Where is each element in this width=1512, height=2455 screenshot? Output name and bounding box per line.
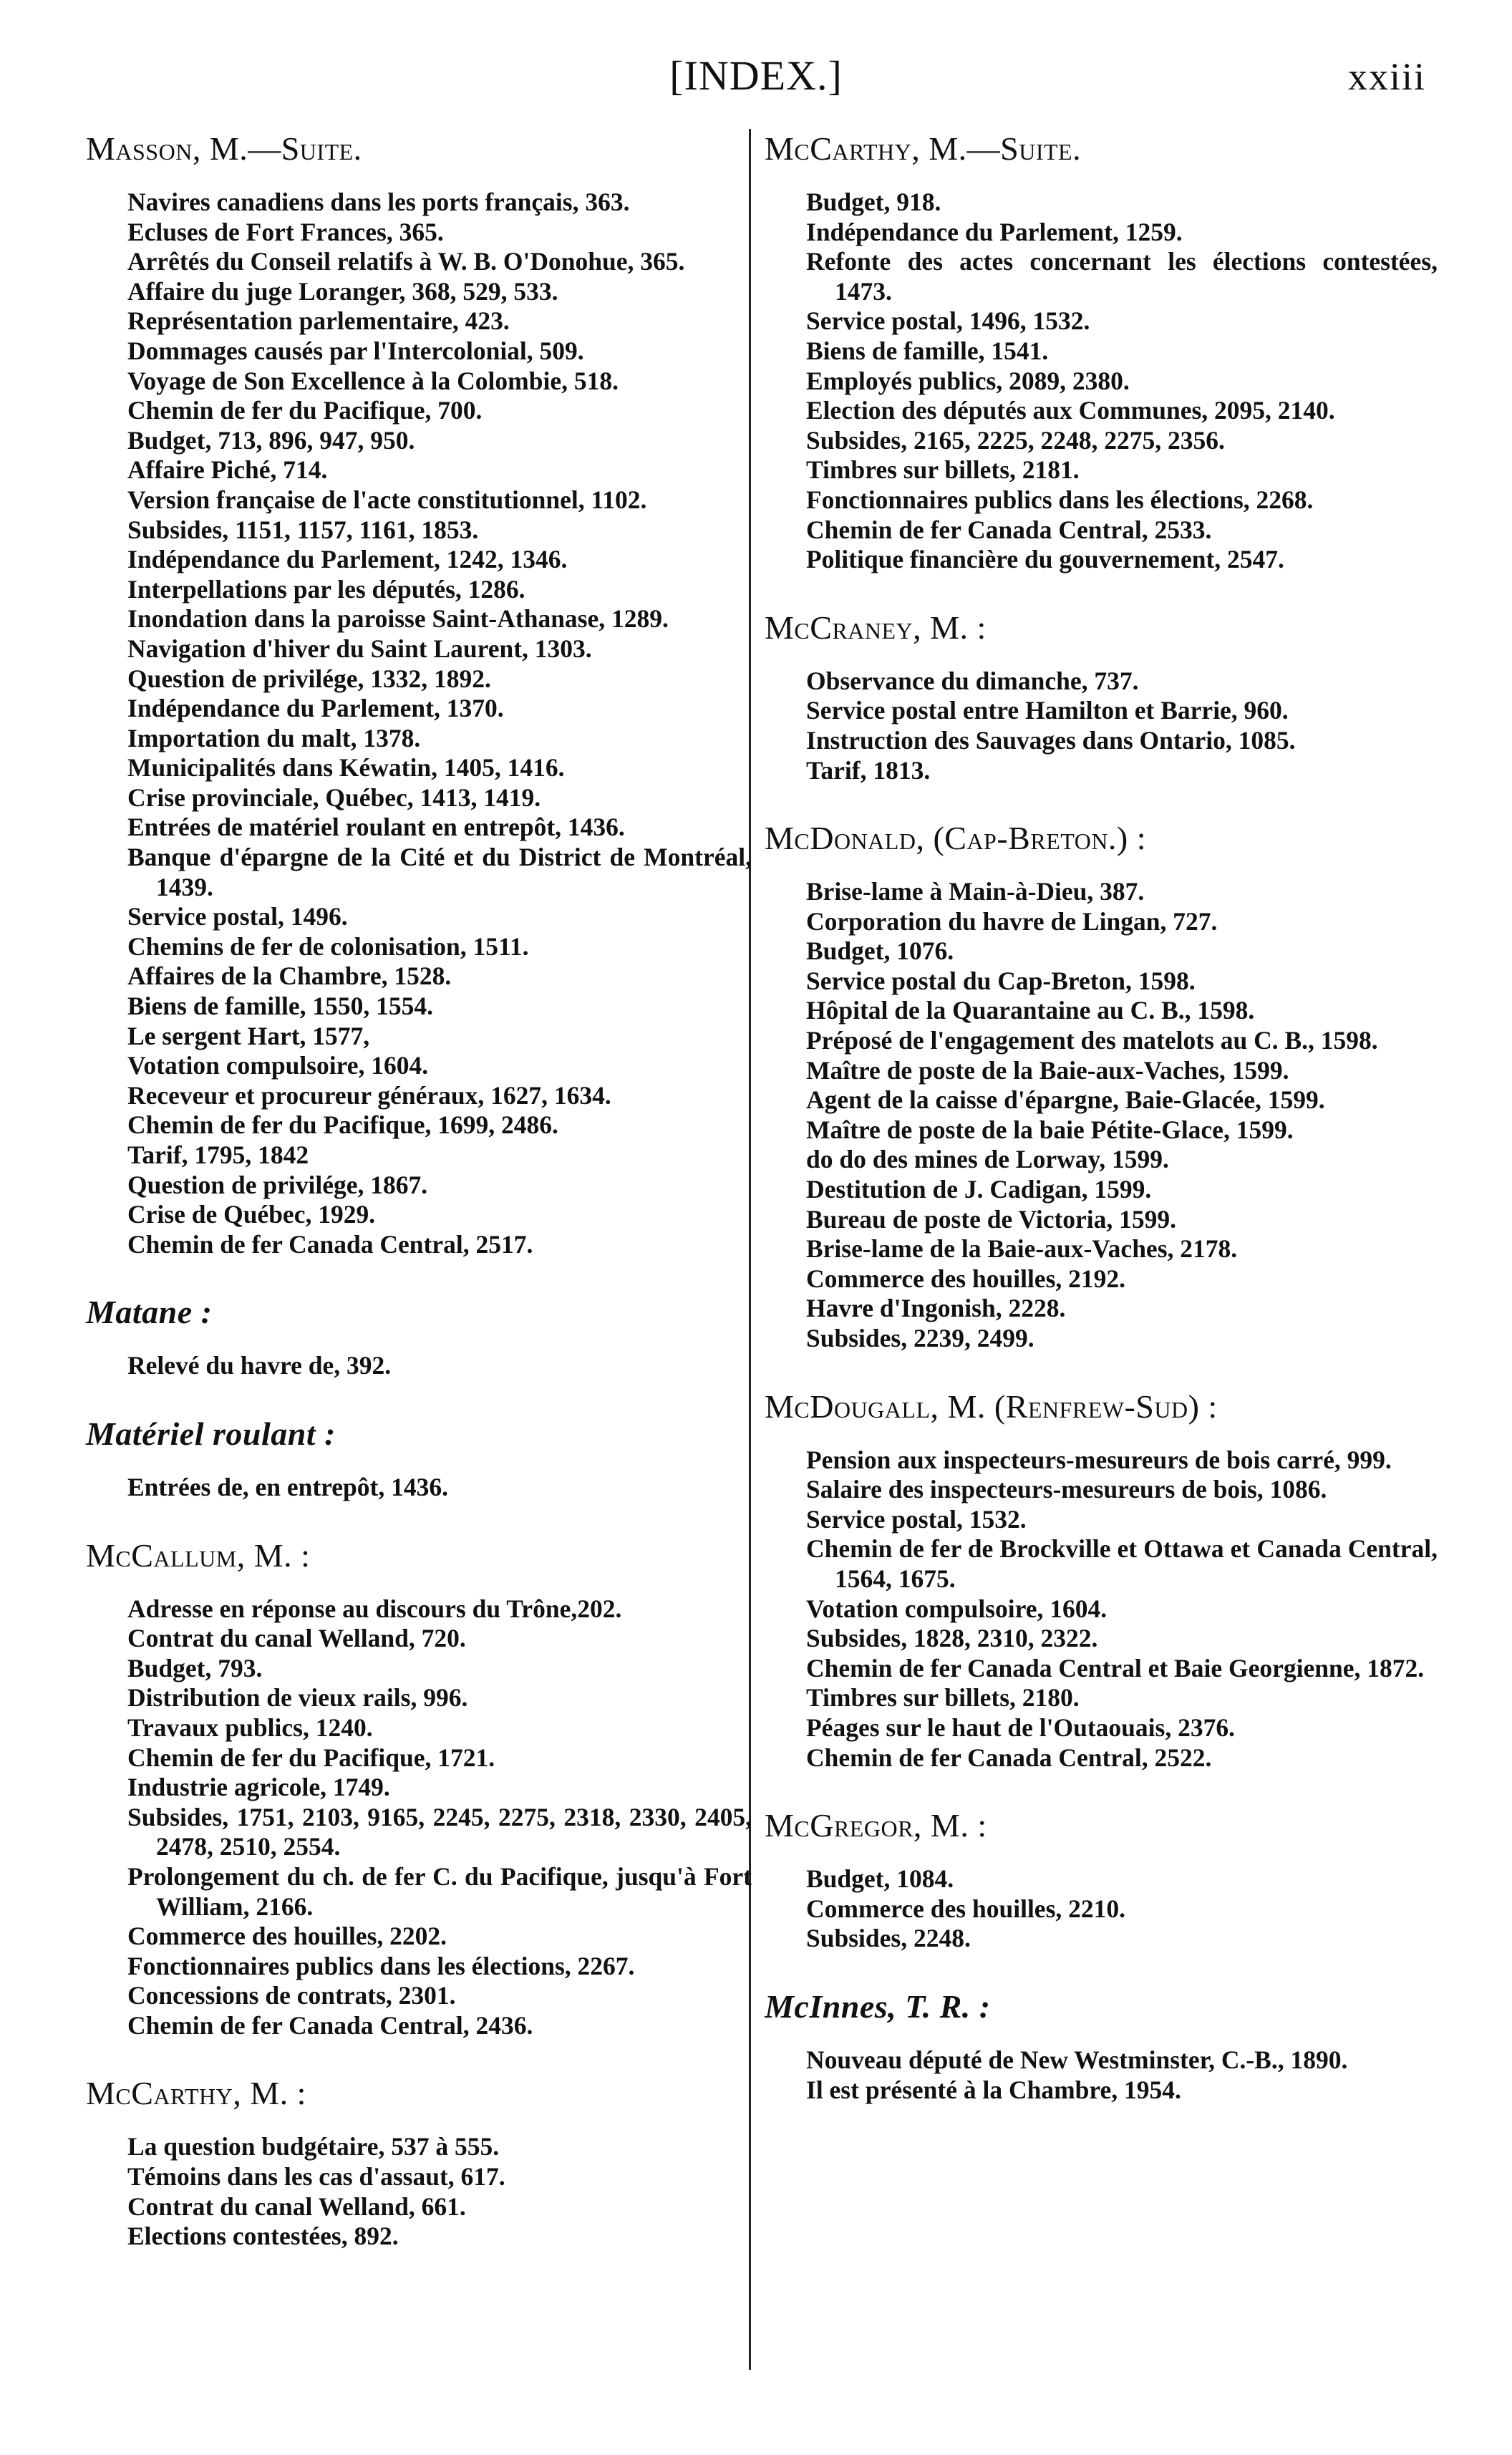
index-entry: do do des mines de Lorway, 1599. bbox=[806, 1145, 1169, 1174]
left-column bbox=[86, 129, 752, 2285]
section-heading: McCraney, M. : bbox=[765, 609, 987, 646]
index-entry: Chemin de fer du Pacifique, 1721. bbox=[127, 1743, 495, 1772]
index-entry: Affaire du juge Loranger, 368, 529, 533. bbox=[127, 276, 558, 306]
index-entry: Témoins dans les cas d'assaut, 617. bbox=[127, 2162, 505, 2192]
index-entry: Bureau de poste de Victoria, 1599. bbox=[806, 1204, 1177, 1234]
index-entry: Budget, 713, 896, 947, 950. bbox=[127, 425, 415, 455]
index-entry: Nouveau député de New Westminster, C.-B., 1890. bbox=[806, 2045, 1348, 2074]
index-entry: Chemin de fer Canada Central, 2436. bbox=[127, 2010, 533, 2040]
entry-list bbox=[127, 2132, 752, 2251]
entry-list bbox=[127, 1351, 752, 1381]
page-number: xxiii bbox=[1347, 55, 1426, 98]
index-entry: Commerce des houilles, 2192. bbox=[806, 1264, 1126, 1293]
index-section bbox=[765, 129, 1438, 575]
index-entry: Subsides, 2239, 2499. bbox=[806, 1324, 1034, 1352]
index-entry: Hôpital de la Quarantaine au C. B., 1598. bbox=[806, 996, 1255, 1025]
section-heading: McCarthy, M.—Suite. bbox=[765, 130, 1082, 167]
index-section bbox=[765, 608, 1438, 785]
section-heading: McDonald, (Cap-Breton.) : bbox=[765, 820, 1147, 857]
index-entry: Destitution de J. Cadigan, 1599. bbox=[806, 1175, 1152, 1204]
index-entry: Crise provinciale, Québec, 1413, 1419. bbox=[127, 783, 541, 812]
index-section bbox=[765, 818, 1438, 1354]
entry-list bbox=[806, 188, 1438, 575]
index-entry: Service postal, 1496, 1532. bbox=[806, 306, 1090, 336]
index-entry: Prolongement du ch. de fer C. du Pacifique, jusqu'à Fort William, 2166. bbox=[127, 1861, 752, 1921]
index-entry: Dommages causés par l'Intercolonial, 509. bbox=[127, 336, 584, 365]
index-entry: Travaux publics, 1240. bbox=[127, 1713, 373, 1742]
entry-list bbox=[127, 188, 752, 1259]
index-entry: Elections contestées, 892. bbox=[127, 2222, 399, 2251]
index-entry: Entrées de matériel roulant en entrepôt, 1436. bbox=[127, 813, 625, 842]
entry-list bbox=[127, 1594, 752, 2041]
index-entry: Chemin de fer Canada Central, 2533. bbox=[806, 515, 1212, 544]
index-section bbox=[765, 1387, 1438, 1773]
index-entry: Subsides, 2248. bbox=[806, 1924, 971, 1953]
index-entry: Employés publics, 2089, 2380. bbox=[806, 366, 1130, 395]
index-entry: Agent de la caisse d'épargne, Baie-Glacée, 1599. bbox=[806, 1085, 1325, 1115]
index-entry: Commerce des houilles, 2202. bbox=[127, 1922, 447, 1951]
index-section bbox=[86, 1536, 752, 2041]
index-entry: Budget, 793. bbox=[127, 1653, 263, 1682]
index-entry: Indépendance du Parlement, 1370. bbox=[127, 694, 504, 723]
index-entry: Brise-lame à Main-à-Dieu, 387. bbox=[806, 877, 1145, 906]
section-heading: Masson, M.—Suite. bbox=[86, 130, 362, 167]
index-entry: Tarif, 1795, 1842 bbox=[127, 1141, 309, 1169]
index-entry: Instruction des Sauvages dans Ontario, 1085. bbox=[806, 725, 1296, 755]
index-entry: Question de privilége, 1867. bbox=[127, 1170, 428, 1199]
index-entry: La question budgétaire, 537 à 555. bbox=[127, 2132, 500, 2161]
index-entry: Entrées de, en entrepôt, 1436. bbox=[127, 1472, 448, 1501]
index-entry: Service postal, 1496. bbox=[127, 902, 348, 931]
entry-list bbox=[806, 667, 1438, 785]
index-entry: Indépendance du Parlement, 1242, 1346. bbox=[127, 545, 568, 574]
index-entry: Chemin de fer Canada Central et Baie Georgienne, 1872. bbox=[806, 1653, 1425, 1682]
index-entry: Concessions de contrats, 2301. bbox=[127, 1981, 456, 2010]
index-entry: Ecluses de Fort Frances, 365. bbox=[127, 217, 444, 246]
index-entry: Question de privilége, 1332, 1892. bbox=[127, 664, 491, 693]
index-entry: Version française de l'acte constitutionnel, 1102. bbox=[127, 485, 647, 514]
index-section bbox=[765, 1987, 1438, 2105]
index-entry: Navires canadiens dans les ports français, 363. bbox=[127, 188, 630, 216]
index-entry: Subsides, 1151, 1157, 1161, 1853. bbox=[127, 515, 479, 544]
index-entry: Salaire des inspecteurs-mesureurs de bois, 1086. bbox=[806, 1475, 1327, 1504]
index-section bbox=[86, 1414, 752, 1503]
section-heading: Matane : bbox=[86, 1294, 213, 1331]
index-entry: Banque d'épargne de la Cité et du District de Montréal, 1439. bbox=[127, 843, 752, 901]
index-entry: Crise de Québec, 1929. bbox=[127, 1200, 376, 1229]
section-heading: McCallum, M. : bbox=[86, 1536, 311, 1574]
index-entry: Service postal, 1532. bbox=[806, 1504, 1027, 1534]
index-entry: Importation du malt, 1378. bbox=[127, 723, 421, 752]
index-entry: Fonctionnaires publics dans les élections, 2268. bbox=[806, 485, 1314, 514]
index-entry: Budget, 1084. bbox=[806, 1864, 954, 1894]
index-entry: Relevé du havre de, 392. bbox=[127, 1351, 392, 1380]
index-entry: Indépendance du Parlement, 1259. bbox=[806, 217, 1183, 246]
index-entry: Service postal entre Hamilton et Barrie, 960. bbox=[806, 696, 1289, 725]
index-entry: Politique financière du gouvernement, 2547. bbox=[806, 545, 1284, 574]
index-entry: Maître de poste de la Baie-aux-Vaches, 1599. bbox=[806, 1055, 1289, 1085]
index-entry: Budget, 918. bbox=[806, 188, 941, 216]
index-entry: Votation compulsoire, 1604. bbox=[127, 1051, 429, 1080]
index-entry: Observance du dimanche, 737. bbox=[806, 666, 1139, 695]
right-column bbox=[765, 129, 1438, 2138]
page-header bbox=[0, 44, 1512, 109]
index-title: [INDEX.] bbox=[669, 52, 843, 99]
index-section bbox=[86, 129, 752, 1259]
index-section bbox=[765, 1806, 1438, 1954]
index-section bbox=[86, 1292, 752, 1381]
entry-list bbox=[806, 877, 1438, 1354]
entry-list bbox=[127, 1473, 752, 1503]
index-entry: Fonctionnaires publics dans les élections, 2267. bbox=[127, 1951, 635, 1980]
index-entry: Tarif, 1813. bbox=[806, 755, 931, 785]
index-entry: Affaire Piché, 714. bbox=[127, 455, 328, 485]
index-entry: Brise-lame de la Baie-aux-Vaches, 2178. bbox=[806, 1234, 1238, 1264]
index-entry: Commerce des houilles, 2210. bbox=[806, 1894, 1126, 1923]
index-entry: Maître de poste de la baie Pétite-Glace, 1599. bbox=[806, 1115, 1294, 1144]
index-entry: Interpellations par les députés, 1286. bbox=[127, 574, 525, 604]
entry-list bbox=[806, 2045, 1438, 2105]
index-entry: Il est présenté à la Chambre, 1954. bbox=[806, 2075, 1181, 2104]
index-entry: Distribution de vieux rails, 996. bbox=[127, 1683, 468, 1713]
index-entry: Havre d'Ingonish, 2228. bbox=[806, 1294, 1066, 1323]
index-entry: Chemin de fer du Pacifique, 700. bbox=[127, 396, 483, 425]
section-heading: McCarthy, M. : bbox=[86, 2075, 306, 2112]
index-entry: Industrie agricole, 1749. bbox=[127, 1773, 390, 1802]
index-entry: Biens de famille, 1550, 1554. bbox=[127, 992, 433, 1021]
section-heading: Matériel roulant : bbox=[86, 1415, 336, 1452]
index-entry: Adresse en réponse au discours du Trône,202. bbox=[127, 1594, 622, 1623]
index-entry: Biens de famille, 1541. bbox=[806, 336, 1049, 365]
entry-list bbox=[806, 1446, 1438, 1773]
index-entry: Subsides, 1828, 2310, 2322. bbox=[806, 1624, 1098, 1653]
index-entry: Représentation parlementaire, 423. bbox=[127, 306, 510, 336]
index-entry: Arrêtés du Conseil relatifs à W. B. O'Donohue, 365. bbox=[127, 247, 685, 276]
index-entry: Timbres sur billets, 2180. bbox=[806, 1683, 1080, 1713]
index-entry: Chemin de fer Canada Central, 2522. bbox=[806, 1743, 1212, 1772]
index-entry: Navigation d'hiver du Saint Laurent, 1303. bbox=[127, 634, 592, 663]
index-entry: Election des députés aux Communes, 2095, 2140. bbox=[806, 396, 1335, 425]
index-entry: Inondation dans la paroisse Saint-Athanase, 1289. bbox=[127, 604, 669, 634]
index-entry: Contrat du canal Welland, 720. bbox=[127, 1624, 466, 1653]
index-entry: Chemin de fer du Pacifique, 1699, 2486. bbox=[127, 1110, 558, 1140]
index-section bbox=[86, 2073, 752, 2251]
index-entry: Affaires de la Chambre, 1528. bbox=[127, 962, 452, 991]
index-entry: Préposé de l'engagement des matelots au C. B., 1598. bbox=[806, 1026, 1378, 1055]
index-entry: Pension aux inspecteurs-mesureurs de bois carré, 999. bbox=[806, 1445, 1392, 1474]
index-entry: Subsides, 1751, 2103, 9165, 2245, 2275, 2318, 2330, 2405, 2478, 2510, 2554. bbox=[127, 1802, 752, 1861]
index-entry: Chemin de fer de Brockville et Ottawa et Canada Central, 1564, 1675. bbox=[806, 1534, 1438, 1593]
index-entry: Receveur et procureur généraux, 1627, 1634. bbox=[127, 1080, 611, 1110]
index-entry: Chemins de fer de colonisation, 1511. bbox=[127, 931, 529, 961]
section-heading: McInnes, T. R. : bbox=[765, 1987, 991, 2025]
index-entry: Contrat du canal Welland, 661. bbox=[127, 2192, 466, 2221]
index-entry: Budget, 1076. bbox=[806, 936, 954, 966]
index-entry: Voyage de Son Excellence à la Colombie, 518. bbox=[127, 366, 619, 395]
index-entry: Service postal du Cap-Breton, 1598. bbox=[806, 966, 1196, 995]
index-entry: Timbres sur billets, 2181. bbox=[806, 455, 1080, 485]
index-entry: Subsides, 2165, 2225, 2248, 2275, 2356. bbox=[806, 425, 1225, 455]
index-entry: Le sergent Hart, 1577, bbox=[127, 1021, 370, 1050]
section-heading: McDougall, M. (Renfrew-Sud) : bbox=[765, 1388, 1218, 1425]
index-entry: Corporation du havre de Lingan, 727. bbox=[806, 906, 1218, 936]
index-entry: Municipalités dans Kéwatin, 1405, 1416. bbox=[127, 753, 565, 783]
index-entry: Chemin de fer Canada Central, 2517. bbox=[127, 1229, 533, 1259]
index-entry: Votation compulsoire, 1604. bbox=[806, 1594, 1108, 1623]
section-heading: McGregor, M. : bbox=[765, 1807, 987, 1844]
entry-list bbox=[806, 1864, 1438, 1954]
index-entry: Refonte des actes concernant les élections contestées, 1473. bbox=[806, 247, 1438, 306]
index-entry: Péages sur le haut de l'Outaouais, 2376. bbox=[806, 1713, 1235, 1742]
